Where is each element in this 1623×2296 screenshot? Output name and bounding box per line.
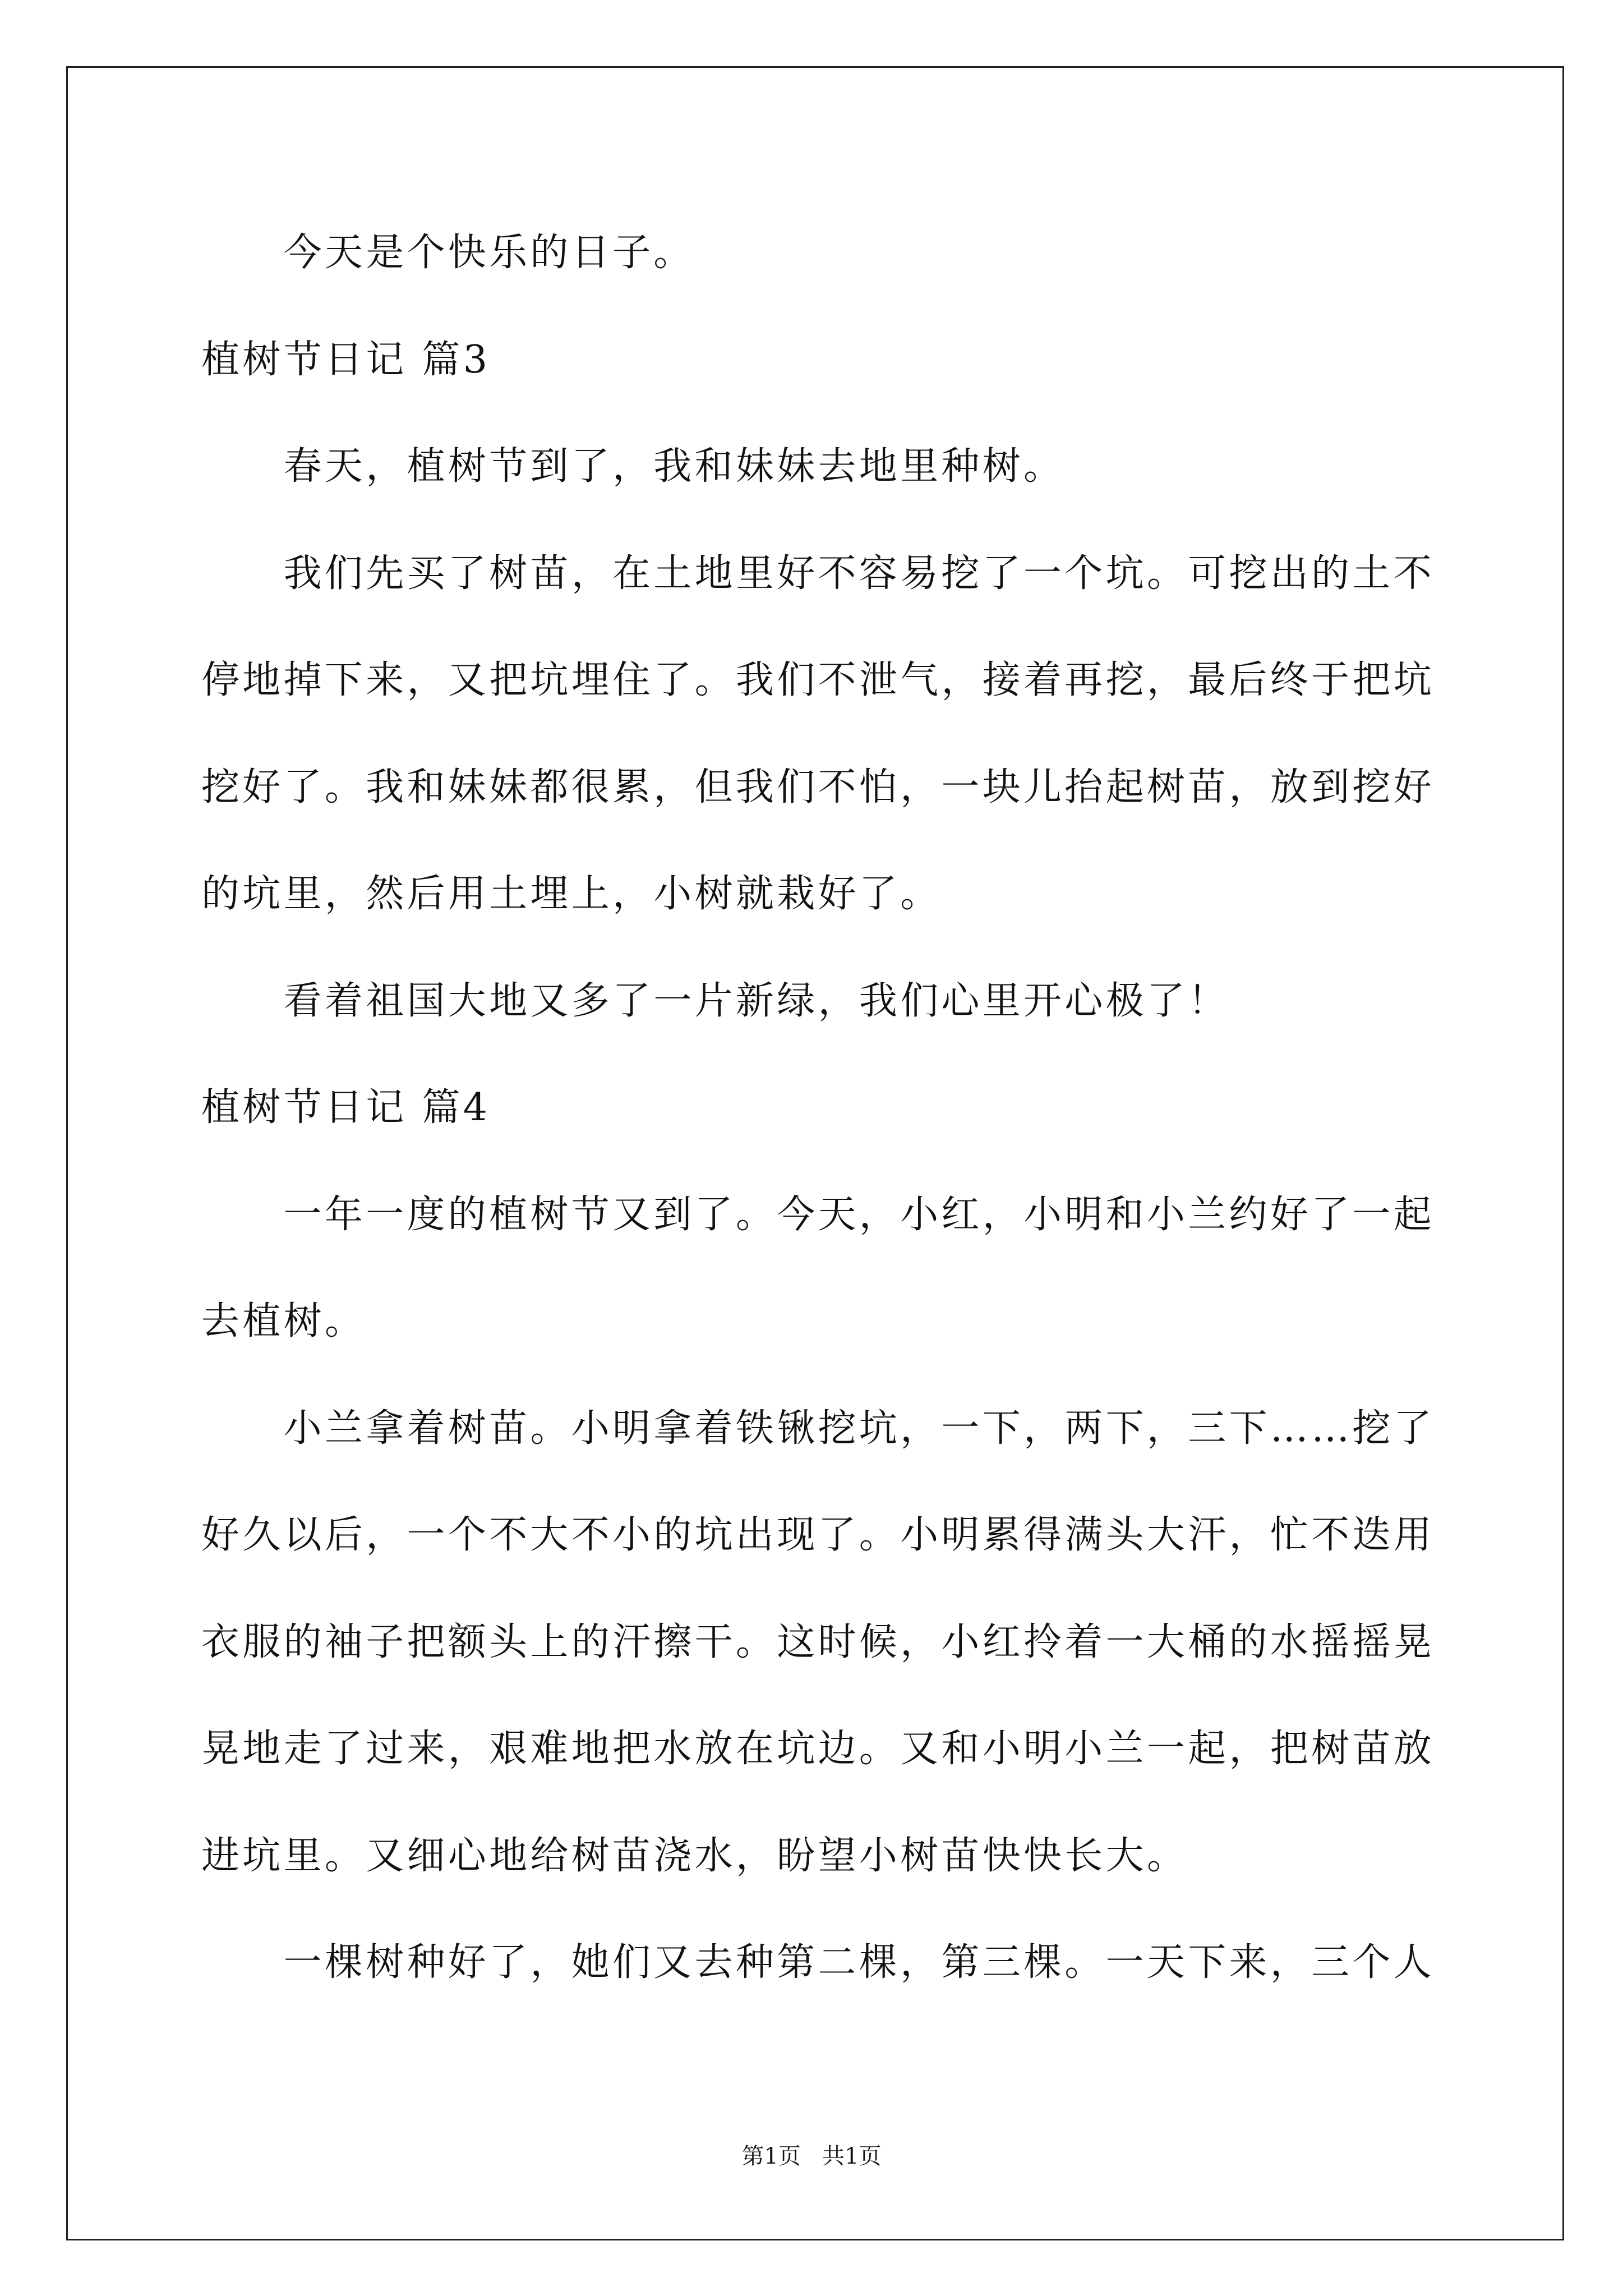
paragraph	[201, 521, 1514, 948]
document-body	[201, 200, 1514, 2017]
paragraph-line: 一棵树种好了，她们又去种第二棵，第三棵。一天下来，三个人	[283, 1940, 1435, 1985]
paragraph-line: 挖好了。我和妹妹都很累，但我们不怕，一块儿抬起树苗，放到挖好	[201, 765, 1435, 809]
paragraph-line: 看着祖国大地又多了一片新绿，我们心里开心极了！	[283, 978, 1229, 1023]
paragraph-line: 今天是个快乐的日子。	[283, 231, 695, 275]
section-heading: 植树节日记 篇4	[201, 1085, 491, 1130]
page-footer: 第1页 共1页	[741, 2143, 882, 2169]
paragraph	[201, 1910, 1514, 2017]
paragraph	[201, 200, 1514, 307]
paragraph	[201, 948, 1514, 1055]
paragraph	[201, 1375, 1514, 1910]
section-heading: 植树节日记 篇3	[201, 337, 491, 382]
paragraph-line: 春天，植树节到了，我和妹妹去地里种树。	[283, 444, 1065, 489]
paragraph-line: 小兰拿着树苗。小明拿着铁锹挖坑，一下，两下，三下……挖了	[283, 1406, 1435, 1451]
paragraph-line: 我们先买了树苗，在土地里好不容易挖了一个坑。可挖出的土不	[283, 551, 1435, 596]
paragraph-line: 去植树。	[201, 1299, 366, 1343]
paragraph-line: 晃地走了过来，艰难地把水放在坑边。又和小明小兰一起，把树苗放	[201, 1727, 1435, 1771]
paragraph-line: 进坑里。又细心地给树苗浇水，盼望小树苗快快长大。	[201, 1833, 1188, 1878]
paragraph-line: 一年一度的植树节又到了。今天，小红，小明和小兰约好了一起	[283, 1192, 1435, 1237]
paragraph-line: 停地掉下来，又把坑埋住了。我们不泄气，接着再挖，最后终于把坑	[201, 658, 1435, 702]
paragraph	[201, 413, 1514, 521]
paragraph-line: 好久以后，一个不大不小的坑出现了。小明累得满头大汗，忙不迭用	[201, 1513, 1435, 1557]
paragraph-line: 衣服的袖子把额头上的汗擦干。这时候，小红拎着一大桶的水摇摇晃	[201, 1619, 1435, 1664]
paragraph	[201, 1162, 1514, 1375]
paragraph-line: 的坑里，然后用土埋上，小树就栽好了。	[201, 872, 942, 916]
